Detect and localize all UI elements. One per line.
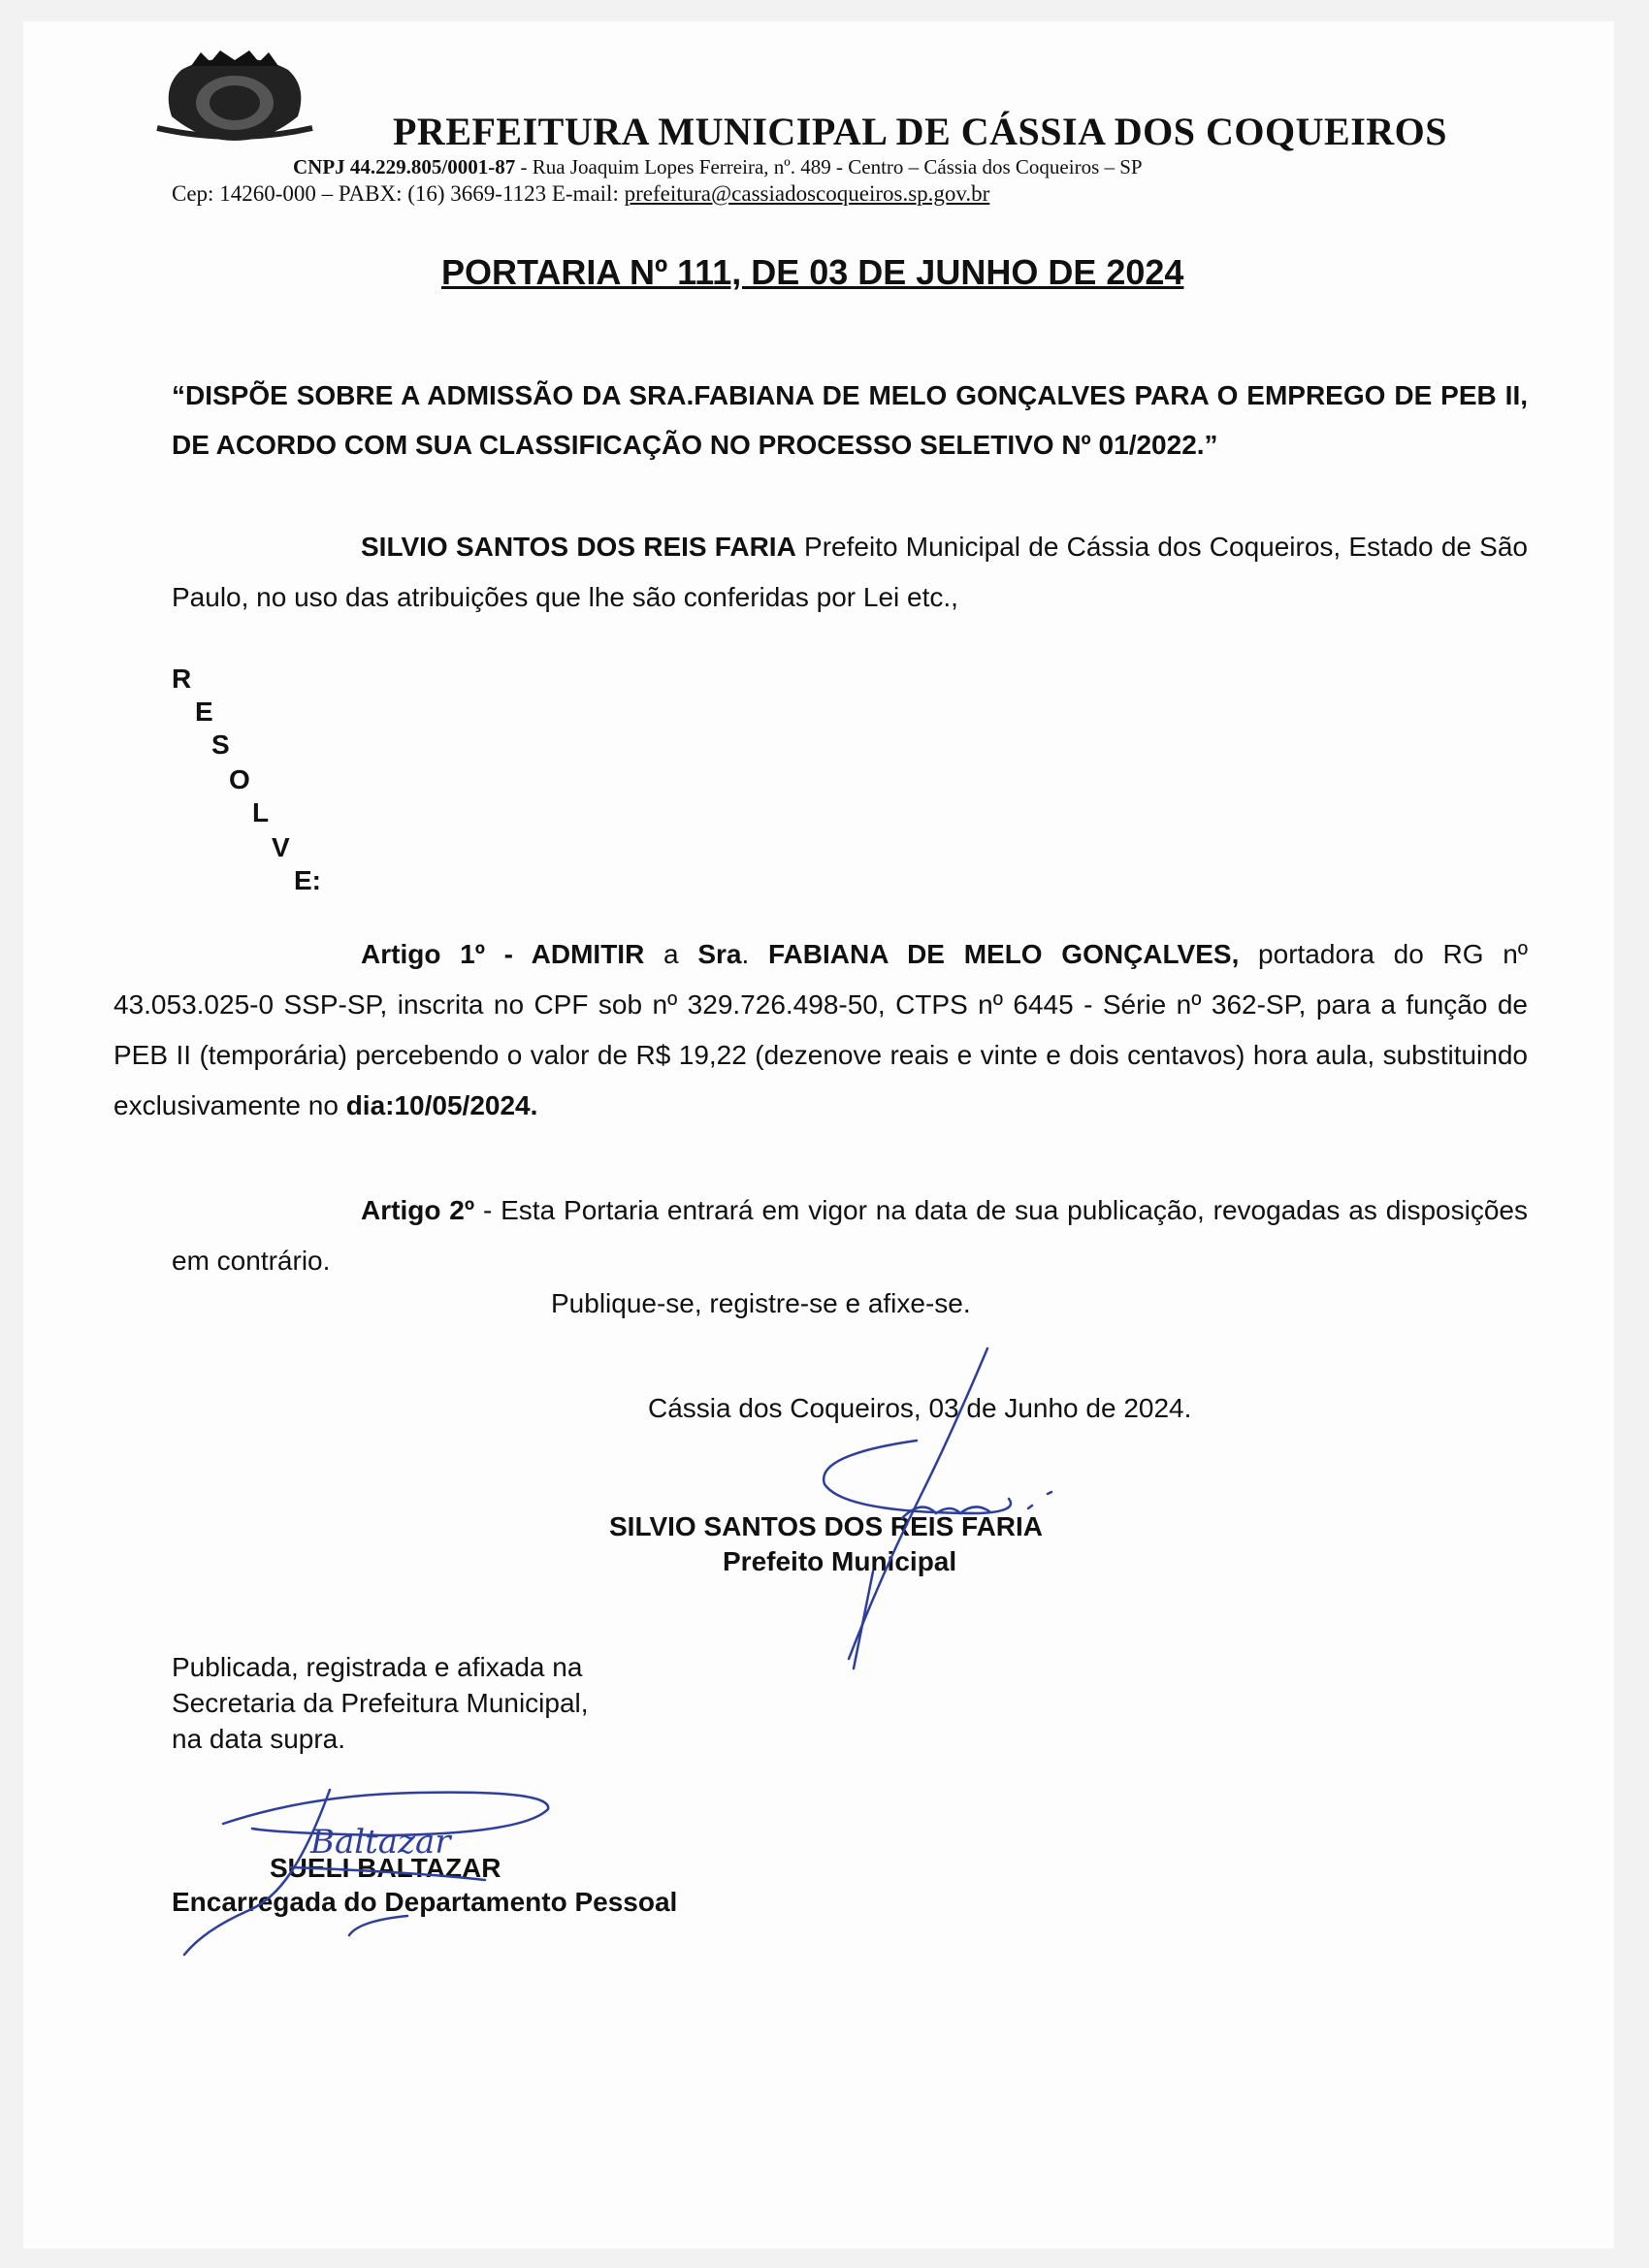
document-title: PORTARIA Nº 111, DE 03 DE JUNHO DE 2024 <box>441 252 1184 292</box>
mayor-signature-name: SILVIO SANTOS DOS REIS FARIA <box>609 1511 1044 1541</box>
mayor-name: SILVIO SANTOS DOS REIS FARIA <box>361 532 796 562</box>
publication-note-line: Secretaria da Prefeitura Municipal, <box>172 1688 589 1718</box>
artigo-1-sra: Sra <box>697 939 742 969</box>
resolve-letter: R <box>172 664 192 694</box>
artigo-1-text: . <box>741 939 768 969</box>
cnpj: CNPJ 44.229.805/0001-87 <box>293 155 516 178</box>
publication-note <box>172 1649 589 1757</box>
resolve-letter: O <box>229 764 250 794</box>
artigo-2-label: Artigo 2º <box>361 1195 475 1225</box>
ementa: “DISPÕE SOBRE A ADMISSÃO DA SRA.FABIANA DE MELO GONÇALVES PARA O EMPREGO DE PEB II, DE ACORDO COM SUA CLASSIFICAÇÃO NO PROCESSO SELETIVO Nº 01/2022.” <box>172 380 1528 460</box>
artigo-1-label: Artigo 1º - ADMITIR <box>361 939 645 969</box>
header-contact <box>172 181 989 207</box>
resolve-letter: E <box>195 697 213 727</box>
publication-note-line: na data supra. <box>172 1724 346 1754</box>
municipal-crest-icon <box>152 49 317 146</box>
intro-text: Prefeito Municipal de Cássia dos Coqueiros, Estado de São Paulo, no uso das atribuições que lhe são conferidas por Lei etc., <box>172 532 1529 612</box>
address-text: - Rua Joaquim Lopes Ferreira, nº. 489 - Centro – Cássia dos Coqueiros – SP <box>515 155 1143 178</box>
resolve-letter: L <box>252 797 270 827</box>
artigo-1-date: dia:10/05/2024. <box>345 1090 538 1120</box>
responsible-signature-text: Baltazar <box>310 1823 451 1862</box>
intro-paragraph <box>172 522 1528 623</box>
responsible-name: SUELI BALTAZAR <box>270 1853 501 1883</box>
mayor-signature-role: Prefeito Municipal <box>723 1546 957 1576</box>
email-link[interactable]: prefeitura@cassiadoscoqueiros.sp.gov.br <box>624 181 990 206</box>
resolve-letter: V <box>272 832 290 862</box>
publication-note-line: Publicada, registrada e afixada na <box>172 1652 583 1682</box>
contact-text: Cep: 14260-000 – PABX: (16) 3669-1123 E-mail: <box>172 181 625 206</box>
artigo-1 <box>113 929 1528 1131</box>
org-name: PREFEITURA MUNICIPAL DE CÁSSIA DOS COQUEIROS <box>393 110 1447 153</box>
responsible-role: Encarregada do Departamento Pessoal <box>172 1887 678 1917</box>
resolve-letter: S <box>211 729 230 760</box>
resolve-letter: E: <box>294 865 321 895</box>
header-address <box>293 155 1143 179</box>
artigo-2 <box>172 1185 1528 1286</box>
employee-name: FABIANA DE MELO GONÇALVES, <box>767 939 1240 969</box>
artigo-2-body: - Esta Portaria entrará em vigor na data de sua publicação, revogadas as disposições em contrário. <box>172 1195 1528 1276</box>
place-date: Cássia dos Coqueiros, 03 de Junho de 2024. <box>648 1393 1192 1423</box>
publique-line: Publique-se, registre-se e afixe-se. <box>551 1288 971 1318</box>
artigo-1-body: portadora do RG nº 43.053.025-0 SSP-SP, inscrita no CPF sob nº 329.726.498-50, CTPS nº 6445 - Série nº 362-SP, para a função de PEB II (temporária) percebendo o valor de R$ 19,22 (dezenove reais e vinte e dois centavos) hora aula, substituindo exclusivamente no <box>113 939 1529 1120</box>
artigo-1-text: a <box>644 939 698 969</box>
